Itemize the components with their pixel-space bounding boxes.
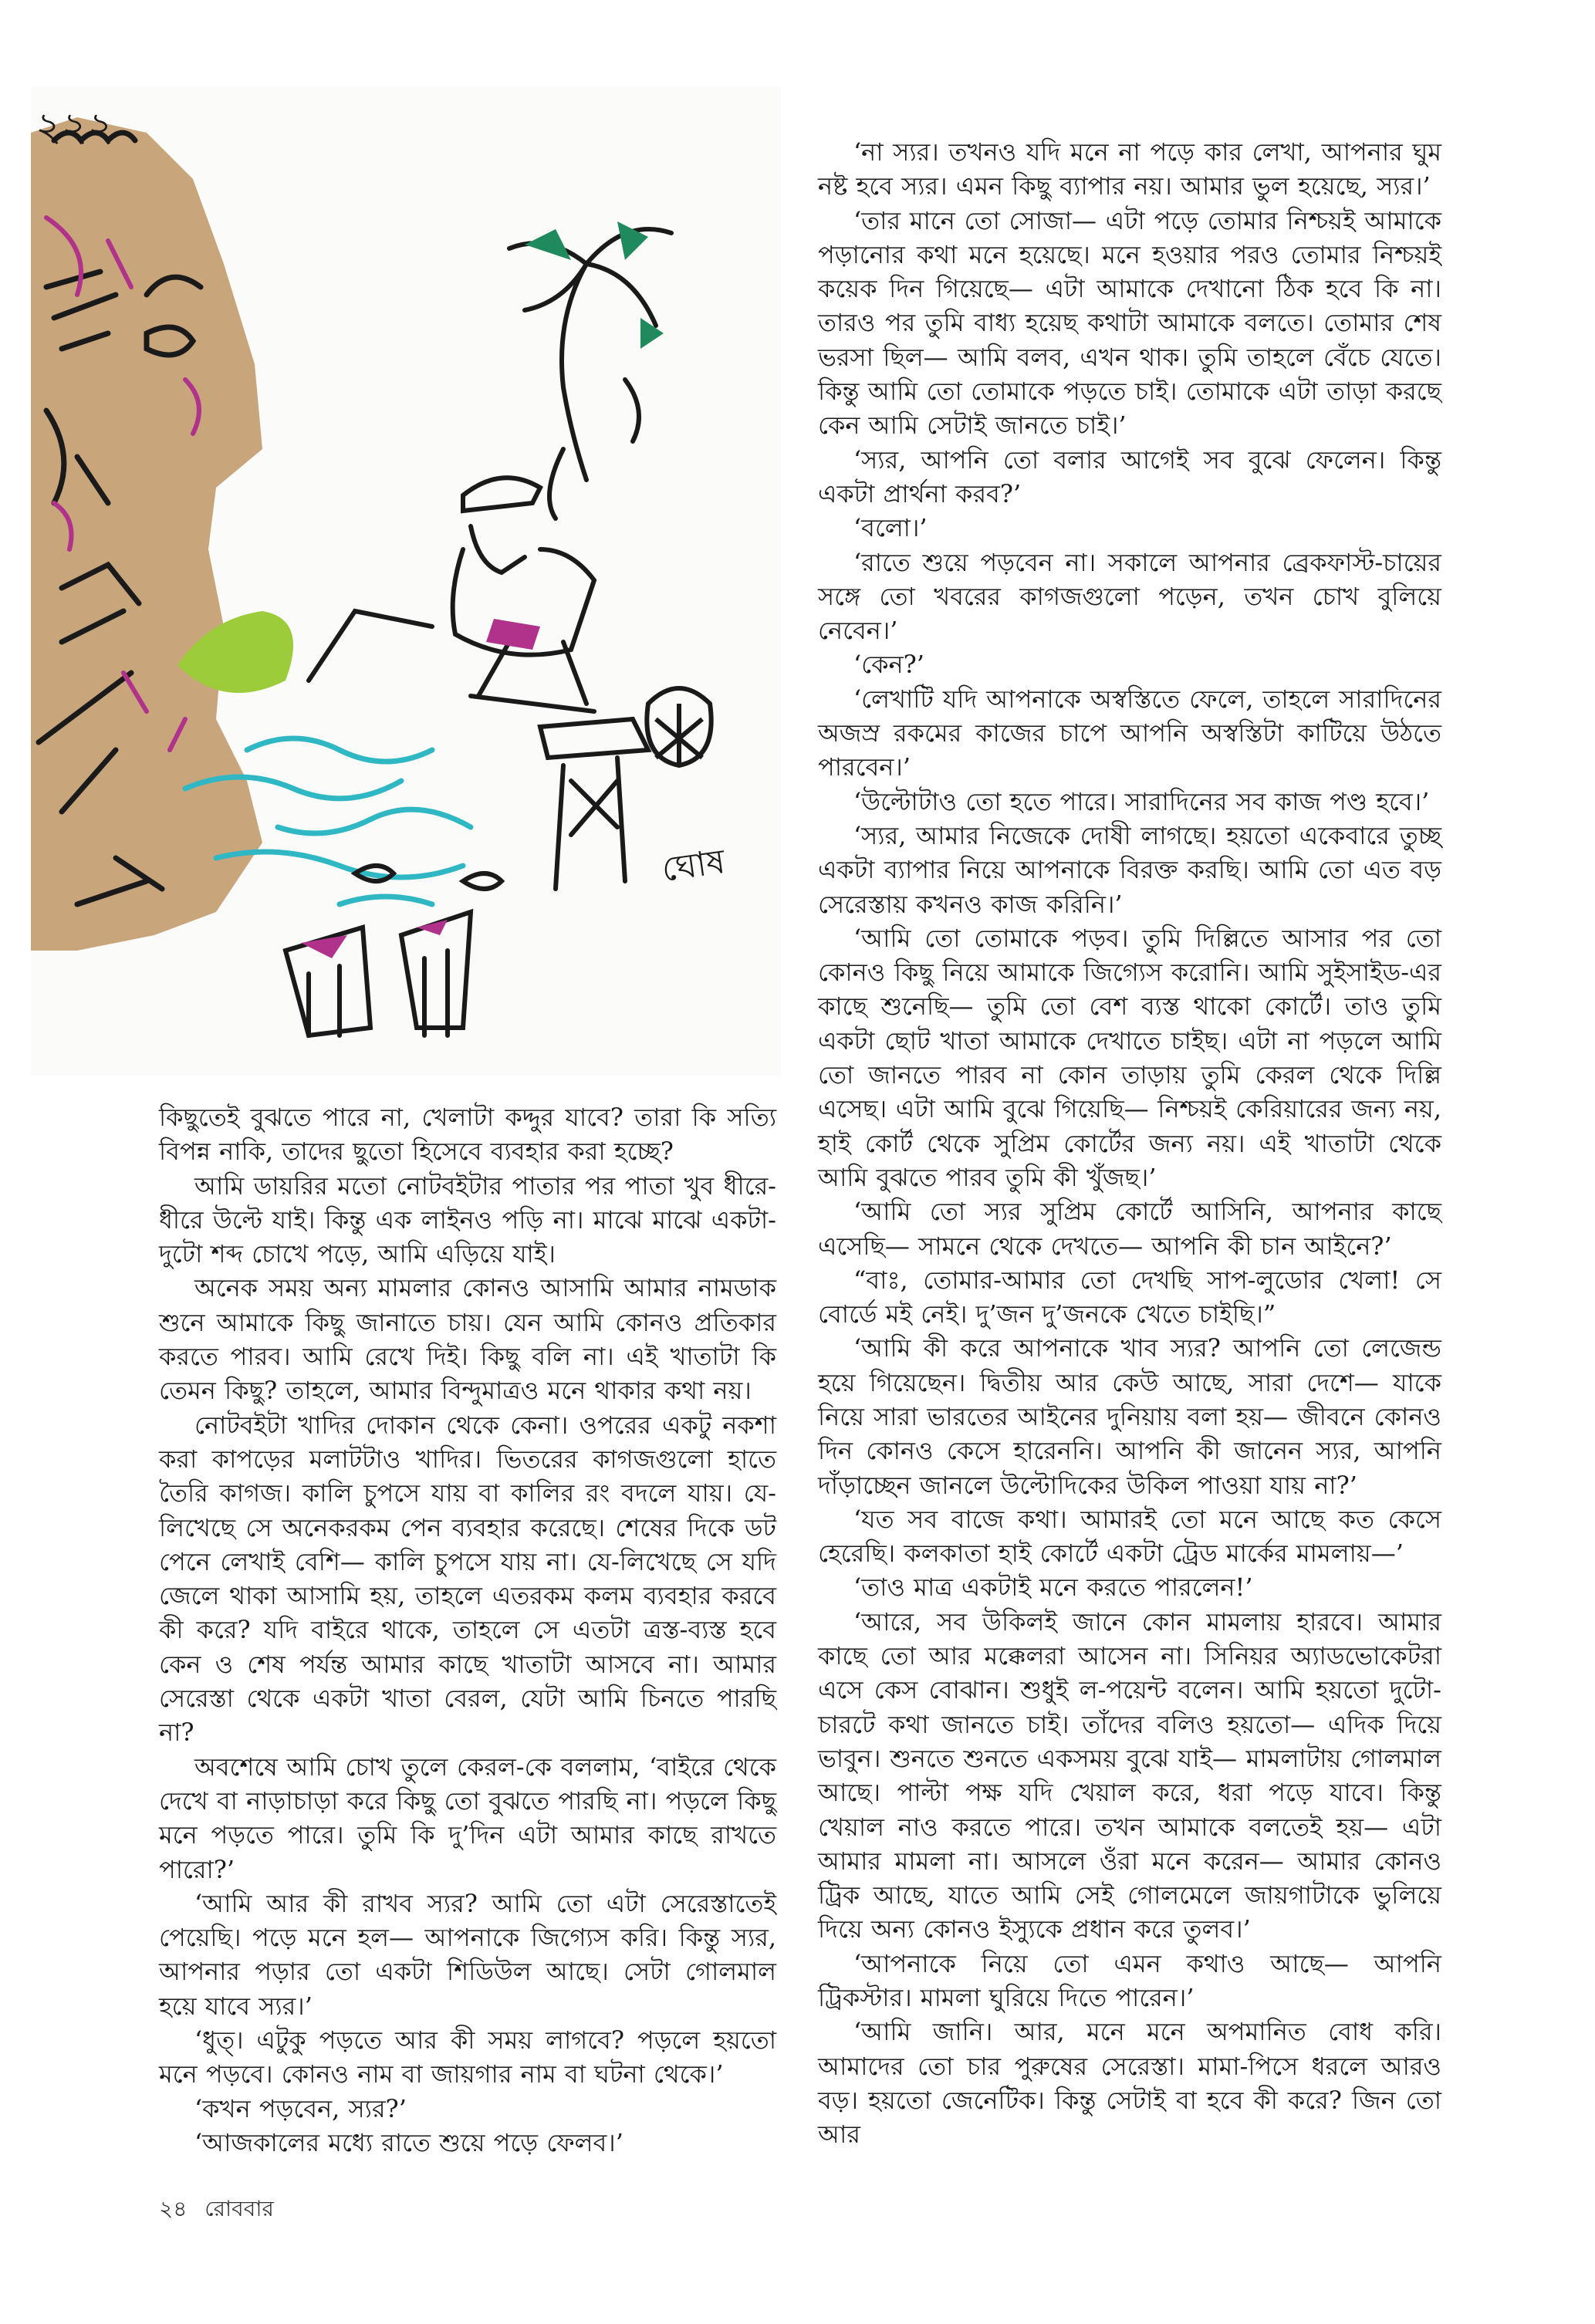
paragraph: ‘আমি তো স্যর সুপ্রিম কোর্টে আসিনি, আপনার কাছে এসেছি— সামনে থেকে দেখতে— আপনি কী চান আইনে?’ xyxy=(818,1197,1441,1261)
paragraph: ‘রাতে শুয়ে পড়বেন না। সকালে আপনার ব্রেকফাস্ট-চায়ের সঙ্গে তো খবরের কাগজগুলো পড়েন, তখন চোখ বুলিয়ে নেবেন।’ xyxy=(818,547,1441,646)
left-text-column xyxy=(159,1100,776,2160)
paragraph: ‘স্যর, আপনি তো বলার আগেই সব বুঝে ফেলেন। কিন্তু একটা প্রার্থনা করব?’ xyxy=(818,444,1441,508)
paragraph: ‘কখন পড়বেন, স্যর?’ xyxy=(194,2093,407,2123)
top-scribble: ২২২ xyxy=(35,104,114,150)
paragraph: ‘আপনাকে নিয়ে তো এমন কথাও আছে— আপনি ট্রিকস্টার। মামলা ঘুরিয়ে দিতে পারেন।’ xyxy=(818,1948,1441,2013)
paragraph: ‘স্যর, আমার নিজেকে দোষী লাগছে। হয়তো একেবারে তুচ্ছ একটা ব্যাপার নিয়ে আপনাকে বিরক্ত করছি। আমি তো এত বড় সেরেস্তায় কখনও কাজ করিনি।’ xyxy=(818,820,1441,919)
paragraph: ‘আমি তো তোমাকে পড়ব। তুমি দিল্লিতে আসার পর তো কোনও কিছু নিয়ে আমাকে জিগ্যেস করোনি। আমি সুইসাইড-এর কাছে শুনেছি— তুমি তো বেশ ব্যস্ত থাকো কোর্টে। তাও তুমি একটা ছোট খাতা আমাকে দেখাতে চাইছ। এটা না পড়লে আমি তো জানতে পারব না কোন তাড়ায় তুমি কেরল থেকে দিল্লি এসেছ। এটা আমি বুঝে গিয়েছি— নিশ্চয়ই কেরিয়ারের জন্য নয়, হাই কোর্ট থেকে সুপ্রিম কোর্টের জন্য নয়। এই খাতাটা থেকে আমি বুঝতে পারব তুমি কী খুঁজছ।’ xyxy=(818,923,1441,1192)
right-text-column xyxy=(818,135,1441,2152)
paragraph: নোটবইটা খাদির দোকান থেকে কেনা। ওপরের একটু নকশা করা কাপড়ের মলাটটাও খাদির। ভিতরের কাগজগুলো হাতে তৈরি কাগজ। কালি চুপসে যায় বা কালির রং বদলে যায়। যে-লিখেছে সে অনেকরকম পেন ব্যবহার করেছে। শেষের দিকে ডট পেনে লেখাই বেশি— কালি চুপসে যায় না। যে-লিখেছে সে যদি জেলে থাকা আসামি হয়, তাহলে এতরকম কলম ব্যবহার করবে কী করে? যদি বাইরে থাকে, তাহলে সে এতটা ত্রস্ত-ব্যস্ত হবে কেন ও শেষ পর্যন্ত আমার কাছে খাতাটা আসবে না। আমার সেরেস্তা থেকে একটা খাতা বেরল, যেটা আমি চিনতে পারছি না? xyxy=(159,1410,776,1748)
paragraph: কিছুতেই বুঝতে পারে না, খেলাটা কদ্দুর যাবে? তারা কি সত্যি বিপন্ন নাকি, তাদের ছুতো হিসেবে ব্যবহার করা হচ্ছে? xyxy=(159,1103,776,1167)
paragraph: ‘না স্যর। তখনও যদি মনে না পড়ে কার লেখা, আপনার ঘুম নষ্ট হবে স্যর। এমন কিছু ব্যাপার নয়। আমার ভুল হয়েছে, স্যর।’ xyxy=(818,137,1441,201)
paragraph: ‘যত সব বাজে কথা। আমারই তো মনে আছে কত কেসে হেরেছি। কলকাতা হাই কোর্টে একটা ট্রেড মার্কের মামলায়—’ xyxy=(818,1504,1441,1569)
paragraph: ‘আমি আর কী রাখব স্যর? আমি তো এটা সেরেস্তাতেই পেয়েছি। পড়ে মনে হল— আপনাকে জিগ্যেস করি। কিন্তু স্যর, আপনার পড়ার তো একটা শিডিউল আছে। সেটা গোলমাল হয়ে যাবে স্যর।’ xyxy=(159,1888,776,2021)
paragraph: ‘ধুত্। এটুকু পড়তে আর কী সময় লাগবে? পড়লে হয়তো মনে পড়বে। কোনও নাম বা জায়গার নাম বা ঘটনা থেকে।’ xyxy=(159,2025,776,2089)
page-footer xyxy=(159,2192,285,2228)
paragraph: ‘আরে, সব উকিলই জানে কোন মামলায় হারবে। আমার কাছে তো আর মক্কেলরা আসেন না। সিনিয়র অ্যাডভোকেটরা এসে কেস বোঝান। শুধুই ল-পয়েন্ট বলেন। আমি হয়তো দুটো-চারটে কথা জানতে চাই। তাঁদের বলিও হয়তো— এদিক দিয়ে ভাবুন। শুনতে শুনতে একসময় বুঝে যাই— মামলাটায় গোলমাল আছে। পাল্টা পক্ষ যদি খেয়াল করে, ধরা পড়ে যাবে। কিন্তু খেয়াল নাও করতে পারে। তখন আমাকে বলতেই হয়— এটা আমার মামলা না। আসলে ওঁরা মনে করেন— আমার কোনও ট্রিক আছে, যাতে আমি সেই গোলমেলে জায়গাটাকে ভুলিয়ে দিয়ে অন্য কোনও ইস্যুকে প্রধান করে তুলব।’ xyxy=(818,1606,1441,1944)
paragraph: ‘তাও মাত্র একটাই মনে করতে পারলেন!’ xyxy=(853,1572,1253,1603)
artist-signature: ঘোষ xyxy=(659,841,728,890)
paragraph: আমি ডায়রির মতো নোটবইটার পাতার পর পাতা খুব ধীরে-ধীরে উল্টে যাই। কিন্তু এক লাইনও পড়ি না। মাঝে মাঝে একটা-দুটো শব্দ চোখে পড়ে, আমি এড়িয়ে যাই। xyxy=(159,1170,776,1269)
story-illustration xyxy=(31,86,781,1076)
paper-face-cutout xyxy=(31,117,262,951)
page-number: ২৪ xyxy=(159,2196,188,2221)
fisherman-sketch xyxy=(31,86,781,1076)
paragraph: ‘কেন?’ xyxy=(853,650,924,680)
paragraph: অনেক সময় অন্য মামলার কোনও আসামি আমার নামডাক শুনে আমাকে কিছু জানাতে চায়। যেন আমি কোনও প্রতিকার করতে পারব। আমি রেখে দিই। কিছু বলি না। এই খাতাটা কি তেমন কিছু? তাহলে, আমার বিন্দুমাত্রও মনে থাকার কথা নয়। xyxy=(159,1273,776,1406)
paragraph: ‘আমি কী করে আপনাকে খাব স্যর? আপনি তো লেজেন্ড হয়ে গিয়েছেন। দ্বিতীয় আর কেউ আছে, সারা দেশে— যাকে নিয়ে সারা ভারতের আইনের দুনিয়ায় বলা হয়— জীবনে কোনও দিন কোনও কেসে হারেননি। আপনি কী জানেন স্যর, আপনি দাঁড়াচ্ছেন জানলে উল্টোদিকের উকিল পাওয়া যায় না?’ xyxy=(818,1333,1441,1500)
paragraph: অবশেষে আমি চোখ তুলে কেরল-কে বললাম, ‘বাইরে থেকে দেখে বা নাড়াচাড়া করে কিছু তো বুঝতে পারছি না। পড়লে কিছু মনে পড়তে পারে। তুমি কি দু’দিন এটা আমার কাছে রাখতে পারো?’ xyxy=(159,1751,776,1884)
paragraph: ‘লেখাটি যদি আপনাকে অস্বস্তিতে ফেলে, তাহলে সারাদিনের অজস্র রকমের কাজের চাপে আপনি অস্বস্তিটা কাটিয়ে উঠতে পারবেন।’ xyxy=(818,684,1441,782)
paragraph: ‘বলো।’ xyxy=(853,513,928,543)
paragraph: “বাঃ, তোমার-আমার তো দেখছি সাপ-লুডোর খেলা! সে বোর্ডে মই নেই। দু’জন দু’জনকে খেতে চাইছি।” xyxy=(818,1265,1441,1329)
paragraph: ‘তার মানে তো সোজা— এটা পড়ে তোমার নিশ্চয়ই আমাকে পড়ানোর কথা মনে হয়েছে। মনে হওয়ার পরও তোমার নিশ্চয়ই কয়েক দিন গিয়েছে— এটা আমাকে দেখানো ঠিক হবে কি না। তারও পর তুমি বাধ্য হয়েছ কথাটা আমাকে বলতে। তোমার শেষ ভরসা ছিল— আমি বলব, এখন থাক। তুমি তাহলে বেঁচে যেতে। কিন্তু আমি তো তোমাকে পড়তে চাই। তোমাকে এটা তাড়া করছে কেন আমি সেটাই জানতে চাই।’ xyxy=(818,205,1441,441)
paragraph: ‘আজকালের মধ্যে রাতে শুয়ে পড়ে ফেলব।’ xyxy=(194,2127,623,2157)
magazine-name: রোববার xyxy=(204,2196,274,2221)
paragraph: ‘আমি জানি। আর, মনে মনে অপমানিত বোধ করি। আমাদের তো চার পুরুষের সেরেস্তা। মামা-পিসে ধরলে আরও বড়। হয়তো জেনেটিক। কিন্তু সেটাই বা হবে কী করে? জিন তো আর xyxy=(818,2017,1441,2150)
paragraph: ‘উল্টোটাও তো হতে পারে। সারাদিনের সব কাজ পণ্ড হবে।’ xyxy=(853,786,1430,816)
